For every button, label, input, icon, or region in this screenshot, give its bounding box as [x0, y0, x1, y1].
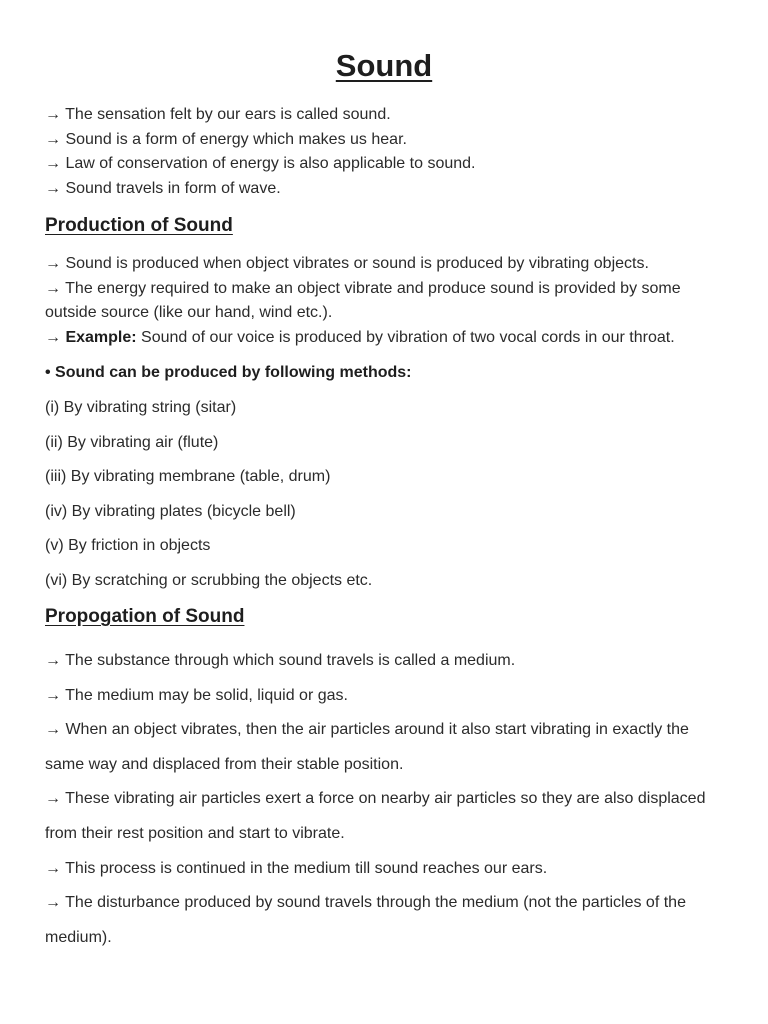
propagation-point: → These vibrating air particles exert a force on nearby air particles so they are also displaced from their rest position and start to vibrate.: [45, 790, 706, 842]
method-item: (iii) By vibrating membrane (table, drum): [45, 468, 331, 486]
production-example: [45, 326, 725, 351]
propagation-points: [45, 644, 725, 955]
example-label: Example:: [65, 329, 137, 347]
propagation-point: → The medium may be solid, liquid or gas.: [45, 686, 348, 704]
propagation-point: → When an object vibrates, then the air particles around it also start vibrating in exactly the same way and displaced from their stable position.: [45, 721, 689, 773]
section-heading-production: Production of Sound: [45, 215, 233, 236]
intro-points: [45, 103, 725, 202]
method-item: (v) By friction in objects: [45, 537, 211, 555]
intro-point: → Sound is a form of energy which makes us hear.: [45, 130, 407, 148]
propagation-point: → The disturbance produced by sound travels through the medium (not the particles of the medium).: [45, 894, 686, 946]
methods-list: [45, 396, 725, 604]
propagation-point: → This process is continued in the medium till sound reaches our ears.: [45, 859, 548, 877]
propagation-point: → The substance through which sound travels is called a medium.: [45, 652, 516, 669]
section-heading-propagation: Propogation of Sound: [45, 606, 245, 627]
intro-point: → Law of conservation of energy is also applicable to sound.: [45, 155, 476, 173]
intro-point: → Sound travels in form of wave.: [45, 180, 281, 198]
production-point: → Sound is produced when object vibrates or sound is produced by vibrating objects.: [45, 255, 649, 272]
example-text: Sound of our voice is produced by vibration of two vocal cords in our throat.: [136, 329, 675, 347]
intro-point: → The sensation felt by our ears is called sound.: [45, 106, 391, 123]
method-item: (ii) By vibrating air (flute): [45, 433, 219, 451]
methods-heading: • Sound can be produced by following methods:: [45, 364, 412, 381]
production-points: [45, 252, 725, 351]
method-item: (i) By vibrating string (sitar): [45, 399, 237, 416]
page-title: Sound: [335, 48, 433, 83]
method-item: (vi) By scratching or scrubbing the objects etc.: [45, 571, 373, 589]
production-point: → The energy required to make an object vibrate and produce sound is provided by some outside source (like our hand, wind etc.).: [45, 279, 681, 322]
method-item: (iv) By vibrating plates (bicycle bell): [45, 502, 296, 520]
arrow-marker: →: [45, 329, 66, 347]
